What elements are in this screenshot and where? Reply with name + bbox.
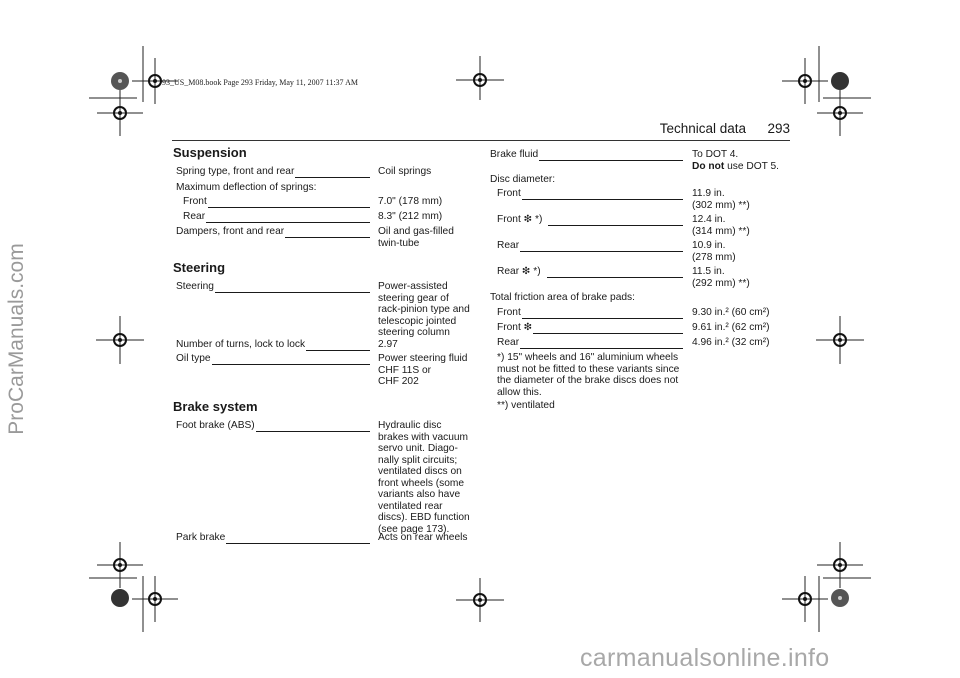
label: Oil type xyxy=(176,353,211,364)
value: Acts on rear wheels xyxy=(378,532,468,543)
value: Power steering fluid CHF 11S or CHF 202 xyxy=(378,353,468,387)
label: Steering xyxy=(176,281,214,292)
label: Front ❇ *) xyxy=(497,214,543,225)
value: Hydraulic disc brakes with vacuum servo unit. Diago- nally split circuits; ventilated discs on front wheels (some variants also have ventilated rear discs). EBD function (see page 173). xyxy=(378,420,470,535)
label: Foot brake (ABS) xyxy=(176,420,255,431)
label-deflection: Maximum deflection of springs: xyxy=(176,182,317,193)
section-title-suspension: Suspension xyxy=(173,145,247,160)
label: Rear xyxy=(183,211,206,222)
value: Power-assisted steering gear of rack-pinion type and telescopic jointed steering column xyxy=(378,281,470,338)
bottom-watermark: carmanualsonline.info xyxy=(580,644,830,672)
footnote-ventilated: **) ventilated xyxy=(497,400,555,411)
label: Front xyxy=(497,188,521,199)
value: 9.61 in.² (62 cm²) xyxy=(692,322,770,333)
value: 7.0" (178 mm) xyxy=(378,196,443,207)
header-title: Technical data xyxy=(659,121,746,136)
label-brake-pads: Total friction area of brake pads: xyxy=(490,292,635,303)
side-watermark: ProCarManuals.com xyxy=(5,243,28,435)
label: Front xyxy=(497,307,521,318)
value: Oil and gas-filled twin-tube xyxy=(378,226,454,249)
value: To DOT 4. Do not use DOT 5. xyxy=(692,149,779,172)
value: 11.9 in. (302 mm) **) xyxy=(692,188,750,211)
label: Dampers, front and rear xyxy=(176,226,285,237)
section-title-brake-system: Brake system xyxy=(173,399,258,414)
value: 11.5 in. (292 mm) **) xyxy=(692,266,750,289)
label: Rear xyxy=(497,337,520,348)
book-info: 93_US_M08.book Page 293 Friday, May 11, 2007 11:37 AM xyxy=(162,78,358,87)
value: 8.3" (212 mm) xyxy=(378,211,443,222)
footnote-wheels: *) 15" wheels and 16" aluminium wheels must not be fitted to these variants since the diameter of the brake discs does not allow this. xyxy=(497,352,680,398)
value: 10.9 in. (278 mm) xyxy=(692,240,736,263)
label: Front xyxy=(183,196,207,207)
value: Coil springs xyxy=(378,166,432,177)
value: 2.97 xyxy=(378,339,398,350)
label: Rear xyxy=(497,240,520,251)
label: Spring type, front and rear xyxy=(176,166,295,177)
label: Brake fluid xyxy=(490,149,539,160)
label: Park brake xyxy=(176,532,226,543)
header-rule xyxy=(172,140,790,141)
value: 12.4 in. (314 mm) **) xyxy=(692,214,750,237)
label: Number of turns, lock to lock xyxy=(176,339,306,350)
page-number: 293 xyxy=(767,121,790,136)
label-disc-diameter: Disc diameter: xyxy=(490,174,556,185)
label: Front ❇ xyxy=(497,322,533,333)
value: 9.30 in.² (60 cm²) xyxy=(692,307,770,318)
section-title-steering: Steering xyxy=(173,260,226,275)
label: Rear ❇ *) xyxy=(497,266,541,277)
value: 4.96 in.² (32 cm²) xyxy=(692,337,770,348)
